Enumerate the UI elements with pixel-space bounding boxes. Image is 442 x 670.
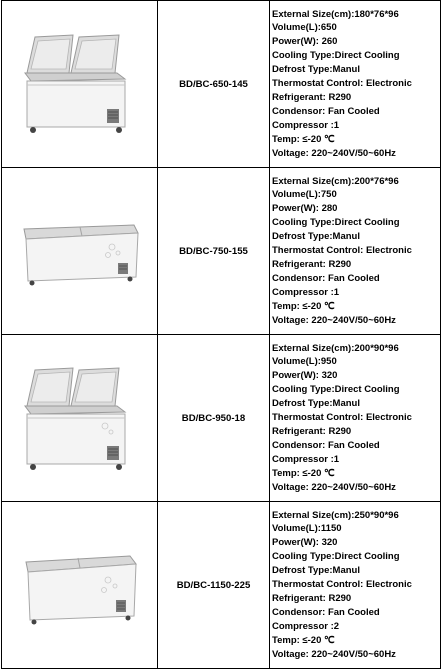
spec-volume: Volume(L):650 <box>272 22 337 34</box>
product-image-cell <box>2 335 158 502</box>
spec-thermostat: Thermostat Control: Electronic <box>272 579 412 591</box>
table-row <box>2 502 441 669</box>
spec-external-size: External Size(cm):180*76*96 <box>272 8 399 20</box>
freezer-open-two-lid-icon <box>21 29 139 139</box>
spec-cooling-type: Cooling Type:Direct Cooling <box>272 50 400 62</box>
table-row <box>2 168 441 335</box>
spec-power: Power(W): 320 <box>272 370 338 382</box>
spec-defrost-type: Defrost Type:Manul <box>272 231 360 243</box>
spec-power: Power(W): 260 <box>272 36 338 48</box>
spec-thermostat: Thermostat Control: Electronic <box>272 78 412 90</box>
spec-refrigerant: Refrigerant: R290 <box>272 91 352 103</box>
spec-volume: Volume(L):750 <box>272 189 337 201</box>
model-number: BD/BC-750-155 <box>158 168 270 335</box>
spec-condensor: Condensor: Fan Cooled <box>272 105 380 117</box>
spec-temp: Temp: ≤-20 ℃ <box>272 467 335 479</box>
product-image-cell <box>2 168 158 335</box>
spec-defrost-type: Defrost Type:Manul <box>272 565 360 577</box>
spec-volume: Volume(L):950 <box>272 356 337 368</box>
freezer-closed-two-lid-icon <box>20 211 140 291</box>
spec-refrigerant: Refrigerant: R290 <box>272 425 352 437</box>
spec-condensor: Condensor: Fan Cooled <box>272 439 380 451</box>
spec-external-size: External Size(cm):200*90*96 <box>272 342 399 354</box>
table-row <box>2 335 441 502</box>
spec-compressor: Compressor :1 <box>272 119 340 131</box>
product-image-cell <box>2 502 158 669</box>
spec-condensor: Condensor: Fan Cooled <box>272 606 380 618</box>
product-image-cell <box>2 1 158 168</box>
spec-thermostat: Thermostat Control: Electronic <box>272 412 412 424</box>
freezer-open-two-lid-icon <box>21 362 139 474</box>
spec-external-size: External Size(cm):250*90*96 <box>272 509 399 521</box>
spec-refrigerant: Refrigerant: R290 <box>272 592 352 604</box>
product-spec-table <box>1 0 441 669</box>
spec-voltage: Voltage: 220~240V/50~60Hz <box>272 147 396 159</box>
spec-defrost-type: Defrost Type:Manul <box>272 398 360 410</box>
spec-power: Power(W): 280 <box>272 203 338 215</box>
spec-voltage: Voltage: 220~240V/50~60Hz <box>272 481 396 493</box>
spec-condensor: Condensor: Fan Cooled <box>272 272 380 284</box>
spec-external-size: External Size(cm):200*76*96 <box>272 175 399 187</box>
spec-defrost-type: Defrost Type:Manul <box>272 64 360 76</box>
model-number: BD/BC-950-18 <box>158 335 270 502</box>
spec-temp: Temp: ≤-20 ℃ <box>272 300 335 312</box>
freezer-closed-two-lid-icon <box>20 540 140 630</box>
spec-cooling-type: Cooling Type:Direct Cooling <box>272 551 400 563</box>
spec-refrigerant: Refrigerant: R290 <box>272 258 352 270</box>
spec-compressor: Compressor :1 <box>272 453 340 465</box>
spec-voltage: Voltage: 220~240V/50~60Hz <box>272 648 396 660</box>
spec-compressor: Compressor :1 <box>272 286 340 298</box>
spec-temp: Temp: ≤-20 ℃ <box>272 634 335 646</box>
spec-cooling-type: Cooling Type:Direct Cooling <box>272 217 400 229</box>
spec-cooling-type: Cooling Type:Direct Cooling <box>272 384 400 396</box>
spec-list <box>270 502 441 669</box>
model-number: BD/BC-1150-225 <box>158 502 270 669</box>
spec-list <box>270 168 441 335</box>
table-row <box>2 1 441 168</box>
spec-power: Power(W): 320 <box>272 537 338 549</box>
spec-volume: Volume(L):1150 <box>272 523 342 535</box>
spec-thermostat: Thermostat Control: Electronic <box>272 245 412 257</box>
spec-compressor: Compressor :2 <box>272 620 340 632</box>
spec-temp: Temp: ≤-20 ℃ <box>272 133 335 145</box>
spec-list <box>270 1 441 168</box>
model-number: BD/BC-650-145 <box>158 1 270 168</box>
spec-list <box>270 335 441 502</box>
spec-voltage: Voltage: 220~240V/50~60Hz <box>272 314 396 326</box>
